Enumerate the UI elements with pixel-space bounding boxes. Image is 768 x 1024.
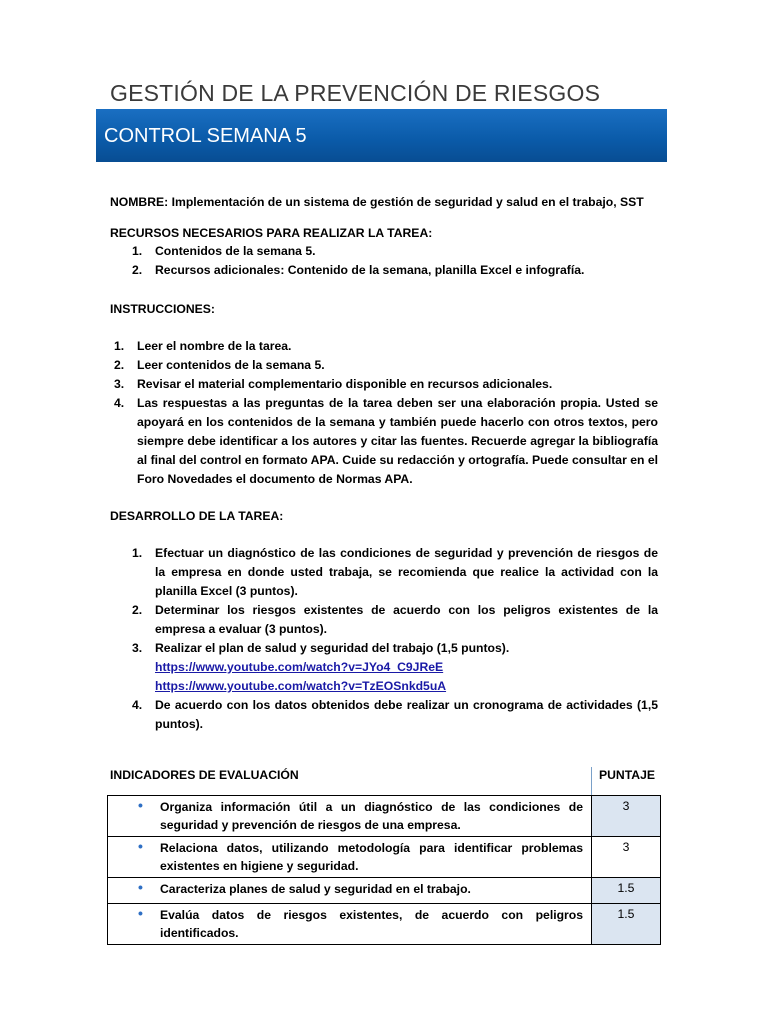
table-row bbox=[108, 878, 661, 904]
instrucciones-list bbox=[114, 337, 658, 489]
banner-title: CONTROL SEMANA 5 bbox=[104, 125, 307, 147]
score-cell: 3 bbox=[592, 796, 661, 837]
list-item: 1. Contenidos de la semana 5. bbox=[132, 244, 316, 258]
list-item: 1. Leer el nombre de la tarea. bbox=[114, 339, 292, 353]
list-item: 2. Leer contenidos de la semana 5. bbox=[114, 358, 325, 372]
table-row bbox=[108, 904, 661, 945]
score-cell: 3 bbox=[592, 837, 661, 878]
indicator-cell: • Relaciona datos, utilizando metodología para identificar problemas existentes en higiene y seguridad. bbox=[108, 837, 592, 878]
table-row bbox=[108, 837, 661, 878]
list-item: 1. Efectuar un diagnóstico de las condiciones de seguridad y prevención de riesgos de la empresa en donde usted trabaja, se recomienda que realice la actividad con la planilla Excel (3 puntos). bbox=[132, 546, 658, 598]
course-title: GESTIÓN DE LA PREVENCIÓN DE RIESGOS bbox=[110, 80, 601, 106]
desarrollo-list bbox=[132, 544, 658, 734]
bullet-icon: • bbox=[138, 838, 143, 854]
list-item: 3. Realizar el plan de salud y seguridad del trabajo (1,5 puntos). https://www.youtube.com/watch?v=JYo4_C9JReE https://www.youtube.com/watch?v=TzEOSnkd5uA bbox=[132, 641, 510, 693]
list-item: 3. Revisar el material complementario disponible en recursos adicionales. bbox=[114, 377, 553, 391]
table-row bbox=[108, 796, 661, 837]
col-puntaje: PUNTAJE bbox=[599, 768, 655, 782]
score-cell: 1.5 bbox=[592, 904, 661, 945]
bullet-icon: • bbox=[138, 879, 143, 895]
bullet-icon: • bbox=[138, 905, 143, 921]
list-item: 2. Recursos adicionales: Contenido de la semana, planilla Excel e infografía. bbox=[132, 263, 585, 277]
indicator-cell: • Evalúa datos de riesgos existentes, de acuerdo con peligros identificados. bbox=[108, 904, 592, 945]
recursos-heading: RECURSOS NECESARIOS PARA REALIZAR LA TAREA: bbox=[110, 226, 433, 240]
header-divider bbox=[591, 767, 592, 797]
indicator-cell: • Organiza información útil a un diagnóstico de las condiciones de seguridad y prevención de riesgos de una empresa. bbox=[108, 796, 592, 837]
nombre-value: Implementación de un sistema de gestión de seguridad y salud en el trabajo, SST bbox=[168, 195, 644, 209]
evaluation-table bbox=[107, 795, 661, 945]
indicator-cell: • Caracteriza planes de salud y seguridad en el trabajo. bbox=[108, 878, 592, 904]
bullet-icon: • bbox=[138, 797, 143, 813]
list-item: 4. Las respuestas a las preguntas de la tarea deben ser una elaboración propia. Usted se apoyará en los contenidos de la semana y también puede hacerlo con otros textos, pero siempre debe identificar a los autores y citar las fuentes. Recuerde agregar la bibliografía al final del control en formato APA. Cuide su redacción y ortografía. Puede consultar en el Foro Novedades el documento de Normas APA. bbox=[114, 396, 658, 486]
score-cell: 1.5 bbox=[592, 878, 661, 904]
youtube-link-1[interactable]: https://www.youtube.com/watch?v=JYo4_C9JReE bbox=[155, 660, 444, 674]
instrucciones-heading: INSTRUCCIONES: bbox=[110, 302, 215, 316]
desarrollo-heading: DESARROLLO DE LA TAREA: bbox=[110, 509, 284, 523]
nombre-line bbox=[110, 193, 670, 212]
youtube-link-2[interactable]: https://www.youtube.com/watch?v=TzEOSnkd5uA bbox=[155, 679, 447, 693]
nombre-label: NOMBRE: bbox=[110, 195, 169, 209]
recursos-list bbox=[132, 242, 652, 280]
evaluation-header bbox=[110, 768, 660, 782]
banner bbox=[96, 109, 667, 162]
col-indicadores: INDICADORES DE EVALUACIÓN bbox=[110, 768, 299, 782]
list-item: 4. De acuerdo con los datos obtenidos debe realizar un cronograma de actividades (1,5 puntos). bbox=[132, 698, 658, 731]
list-item: 2. Determinar los riesgos existentes de acuerdo con los peligros existentes de la empresa a evaluar (3 puntos). bbox=[132, 603, 658, 636]
